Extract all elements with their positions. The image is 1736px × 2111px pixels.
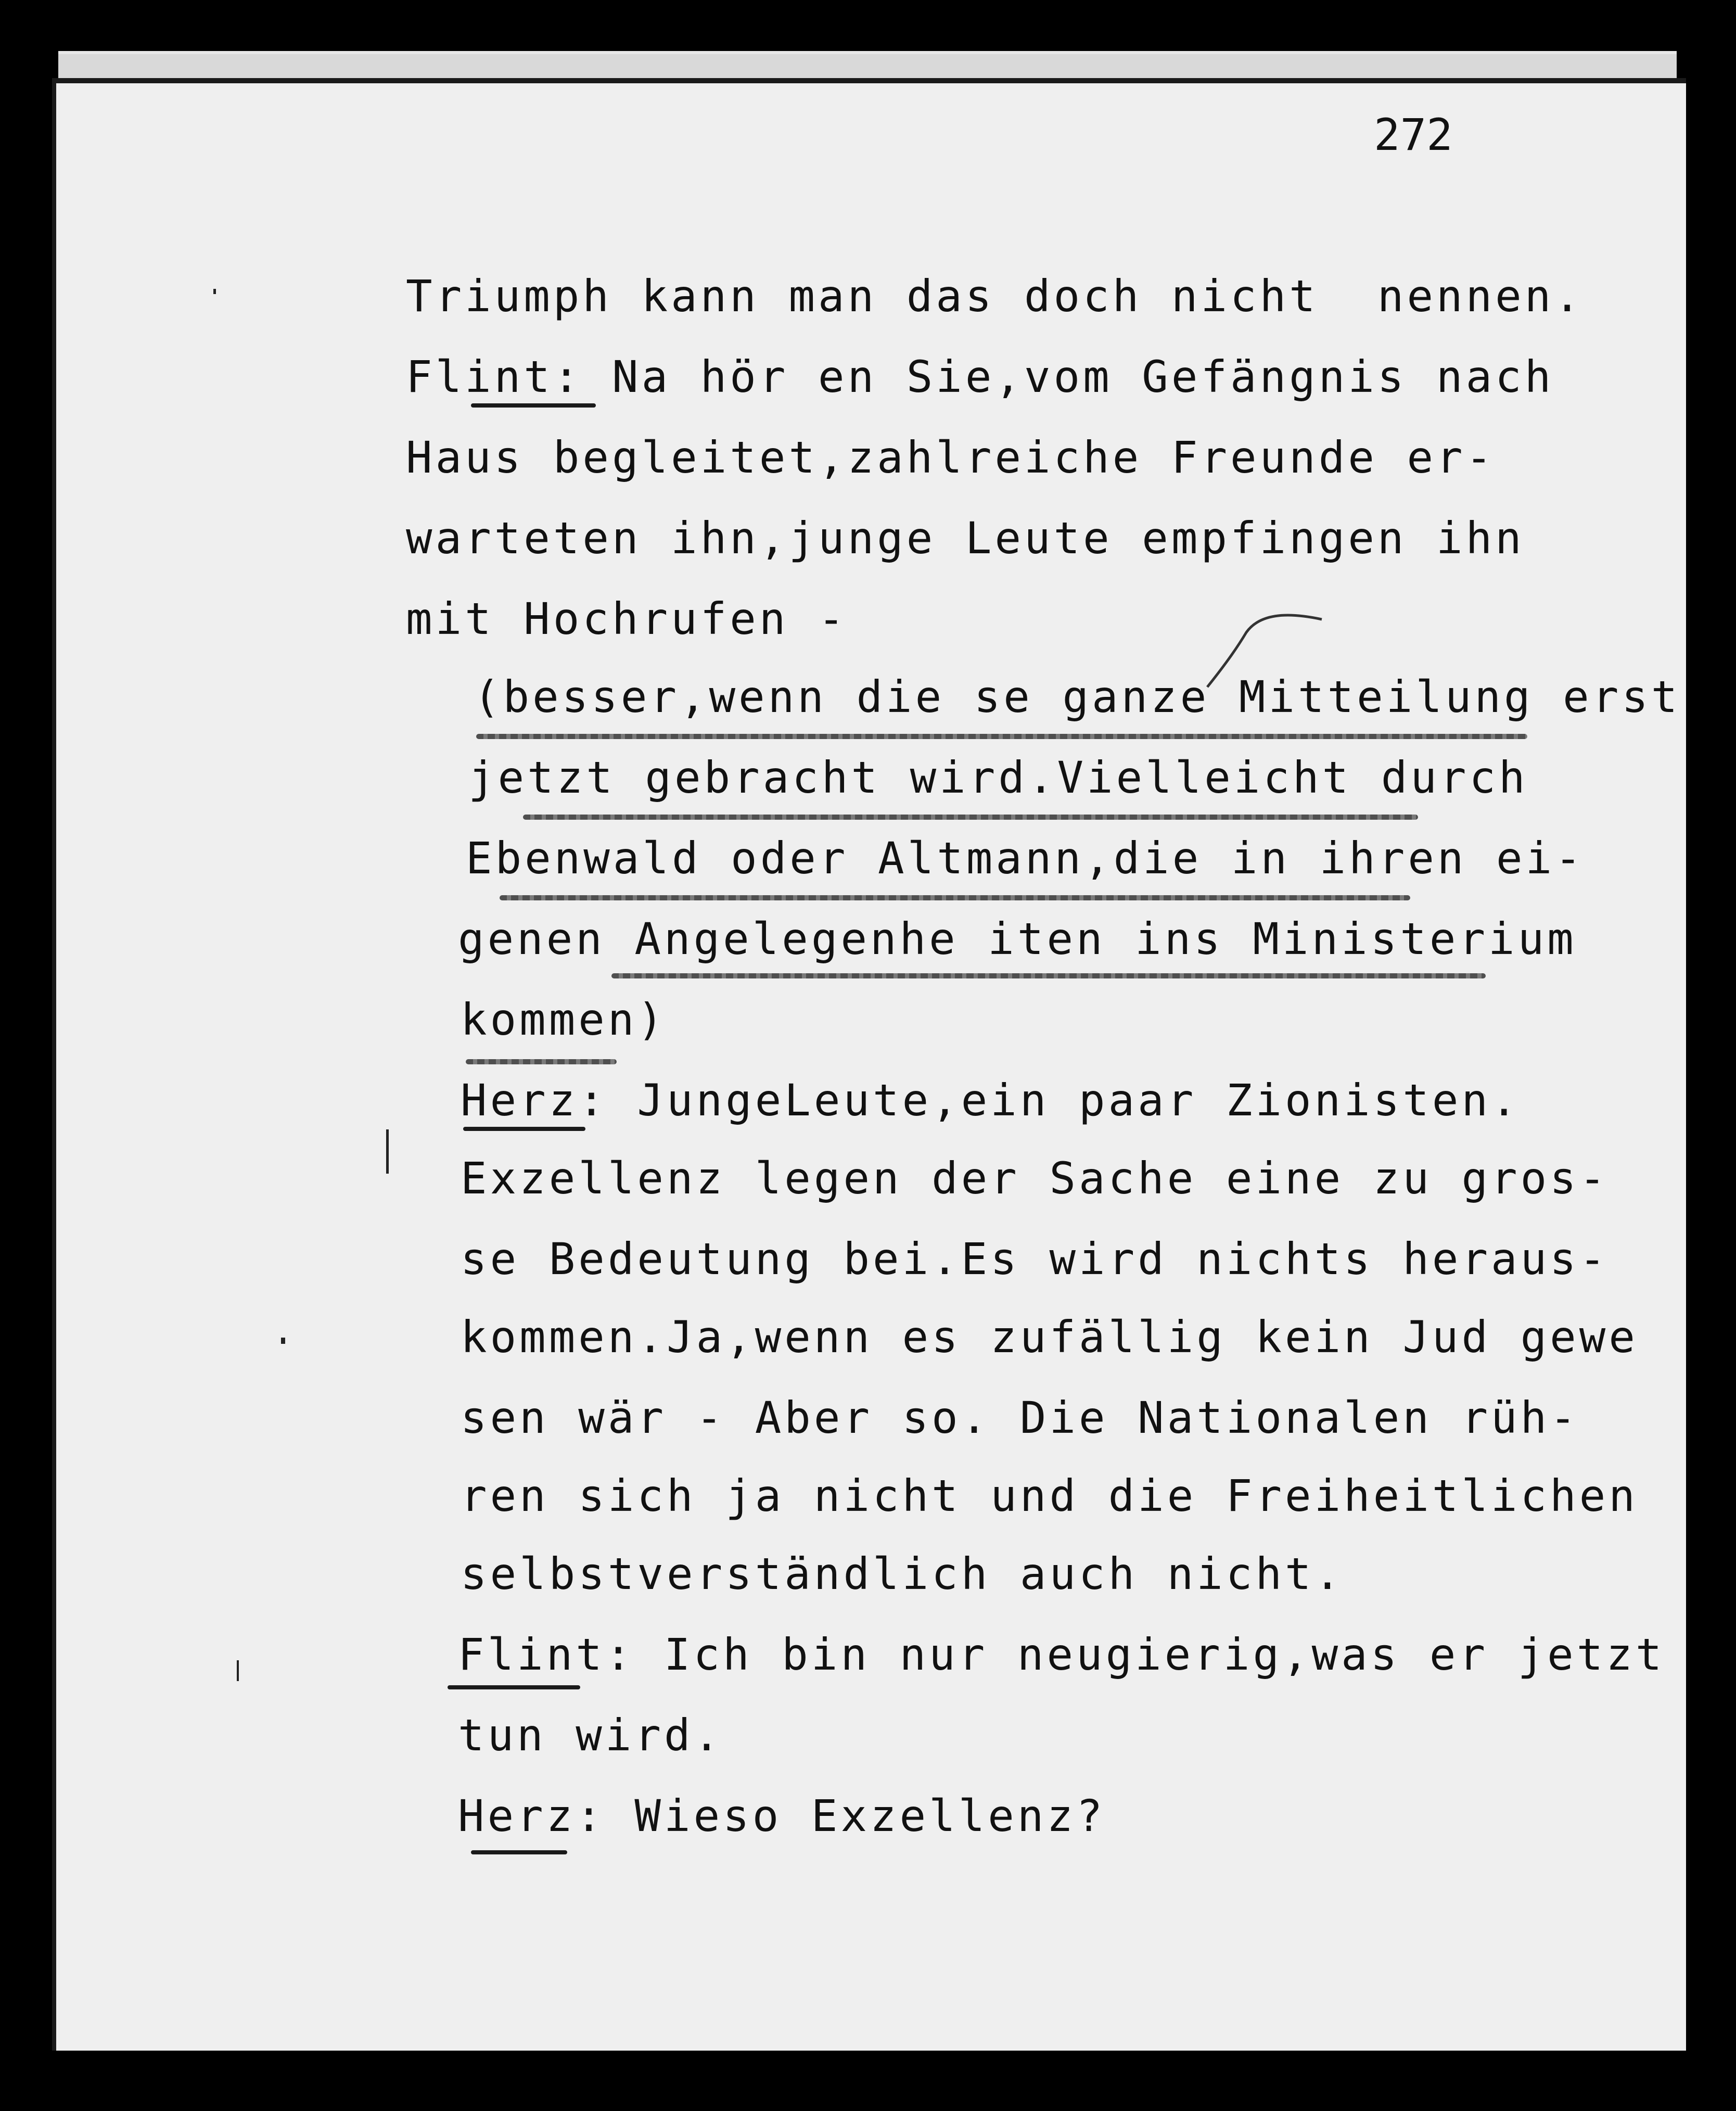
margin-dot [281, 1338, 285, 1344]
text-line: Triumph kann man das doch nicht nennen. [406, 271, 1584, 322]
text-line: Flint: Na hör en Sie,vom Gefängnis nach [406, 351, 1554, 402]
pencil-underline-3 [500, 895, 1410, 900]
speaker-underline-herz-1 [463, 1127, 585, 1131]
pencil-underline-1 [476, 734, 1527, 739]
text-line: ren sich ja nicht und die Freiheitlichen [461, 1470, 1638, 1521]
speaker-underline-herz-2 [471, 1850, 567, 1854]
page-number: 272 [1374, 109, 1453, 160]
text-line: selbstverständlich auch nicht. [461, 1548, 1344, 1599]
text-line: (besser,wenn die se ganze Mitteilung erst [474, 671, 1681, 722]
text-line: Haus begleitet,zahlreiche Freunde er- [406, 432, 1496, 483]
pencil-underline-2 [523, 815, 1418, 820]
text-line: sen wär - Aber so. Die Nationalen rüh- [461, 1392, 1579, 1443]
speaker-underline-flint-1 [471, 403, 596, 408]
pencil-underline-4 [611, 973, 1486, 978]
text-line: Herz: Wieso Exzellenz? [458, 1790, 1106, 1841]
text-line: kommen.Ja,wenn es zufällig kein Jud gewe [461, 1312, 1638, 1363]
text-line: Exzellenz legen der Sache eine zu gros- [461, 1153, 1609, 1204]
speaker-underline-flint-2 [448, 1685, 580, 1689]
text-line: kommen) [461, 994, 667, 1045]
margin-mark [386, 1129, 389, 1174]
pencil-underline-5 [466, 1059, 617, 1064]
text-line: se Bedeutung bei.Es wird nichts heraus- [461, 1233, 1609, 1285]
text-line: warteten ihn,junge Leute empfingen ihn [406, 513, 1525, 564]
text-line: mit Hochrufen - [406, 593, 848, 644]
text-line: Herz: JungeLeute,ein paar Zionisten. [461, 1075, 1521, 1126]
margin-mark [237, 1660, 239, 1681]
text-line: jetzt gebracht wird.Vielleicht durch [468, 752, 1528, 803]
text-line: tun wird. [458, 1710, 723, 1761]
margin-dot [213, 289, 216, 294]
text-line: Ebenwald oder Altmann,die in ihren ei- [466, 833, 1585, 884]
text-line: genen Angelegenhe iten ins Ministerium [458, 913, 1577, 964]
text-line: Flint: Ich bin nur neugierig,was er jetzt [458, 1629, 1665, 1680]
pencil-insertion-mark [1197, 609, 1332, 692]
